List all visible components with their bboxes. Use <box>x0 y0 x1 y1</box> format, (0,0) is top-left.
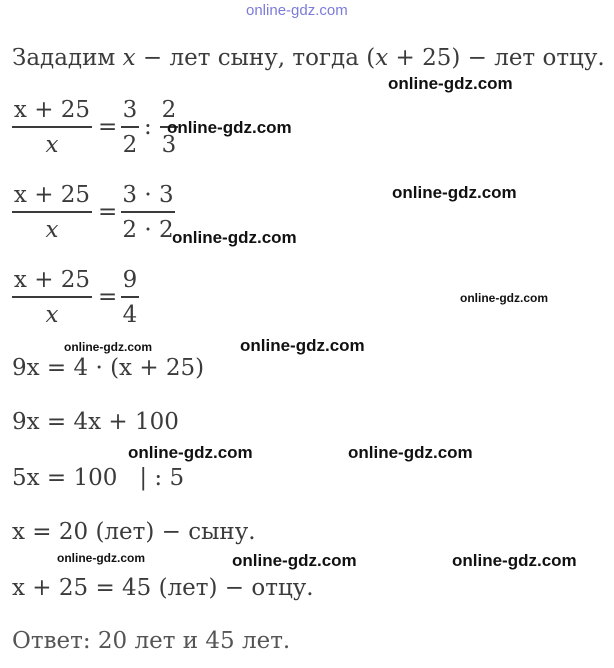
eq3-right-fraction <box>121 266 139 329</box>
intro-line <box>12 44 605 72</box>
fraction-bar <box>12 296 92 298</box>
watermark: online-gdz.com <box>240 336 365 355</box>
eq3-r-num: 9 <box>122 267 138 293</box>
equation-4: 9x = 4 · (x + 25) <box>12 355 205 381</box>
eq2-left-fraction <box>12 181 92 244</box>
eq2-numerator: x + 25 <box>13 182 91 208</box>
fraction-bar <box>12 126 92 128</box>
intro-text-2: − лет сыну, тогда ( <box>135 45 376 71</box>
watermark: online-gdz.com <box>128 443 253 462</box>
eq1-r2-num: 2 <box>161 97 177 123</box>
watermark: online-gdz.com <box>452 551 577 570</box>
eq1-right-fraction-1 <box>121 96 139 159</box>
watermark: online-gdz.com <box>460 291 548 305</box>
intro-var-x2: x <box>375 45 389 71</box>
eq3-denominator: x <box>45 301 59 328</box>
watermark: online-gdz.com <box>348 443 473 462</box>
fraction-bar <box>121 296 139 298</box>
eq2-equals: = <box>98 199 118 225</box>
fraction-bar <box>121 211 175 213</box>
eq2-r-num: 3 · 3 <box>122 182 174 208</box>
eq3-equals: = <box>98 284 118 310</box>
intro-text-3: + 25) − лет отцу. <box>388 45 605 71</box>
intro-text-1: Зададим <box>12 45 123 71</box>
watermark: online-gdz.com <box>172 228 297 247</box>
eq1-r2-den: 3 <box>161 131 177 158</box>
eq2-denominator: x <box>45 216 59 243</box>
watermark: online-gdz.com <box>232 551 357 570</box>
equation-6: 5x = 100 | : 5 <box>12 465 185 491</box>
fraction-bar <box>121 126 139 128</box>
eq3-left-fraction <box>12 266 92 329</box>
equation-8: x + 25 = 45 (лет) − отцу. <box>12 575 314 601</box>
header-watermark: online-gdz.com <box>246 2 348 19</box>
watermark: online-gdz.com <box>167 118 292 137</box>
watermark: online-gdz.com <box>388 74 513 93</box>
watermark: online-gdz.com <box>64 340 152 354</box>
eq3-numerator: x + 25 <box>13 267 91 293</box>
eq1-colon: : <box>144 114 152 140</box>
answer-line: Ответ: 20 лет и 45 лет. <box>12 628 291 654</box>
watermark: online-gdz.com <box>57 551 145 565</box>
eq2-r-den: 2 · 2 <box>122 216 174 243</box>
eq1-r1-num: 3 <box>122 97 138 123</box>
eq1-numerator: x + 25 <box>13 97 91 123</box>
eq1-r1-den: 2 <box>122 131 138 158</box>
watermark: online-gdz.com <box>392 183 517 202</box>
equation-5: 9x = 4x + 100 <box>12 409 179 435</box>
eq1-left-fraction <box>12 96 92 159</box>
intro-var-x: x <box>122 45 136 71</box>
eq3-r-den: 4 <box>122 301 138 328</box>
equation-7: x = 20 (лет) − сыну. <box>12 519 256 545</box>
fraction-bar <box>12 211 92 213</box>
eq2-right-fraction <box>121 181 175 244</box>
eq1-denominator: x <box>45 131 59 158</box>
eq1-equals: = <box>98 114 118 140</box>
